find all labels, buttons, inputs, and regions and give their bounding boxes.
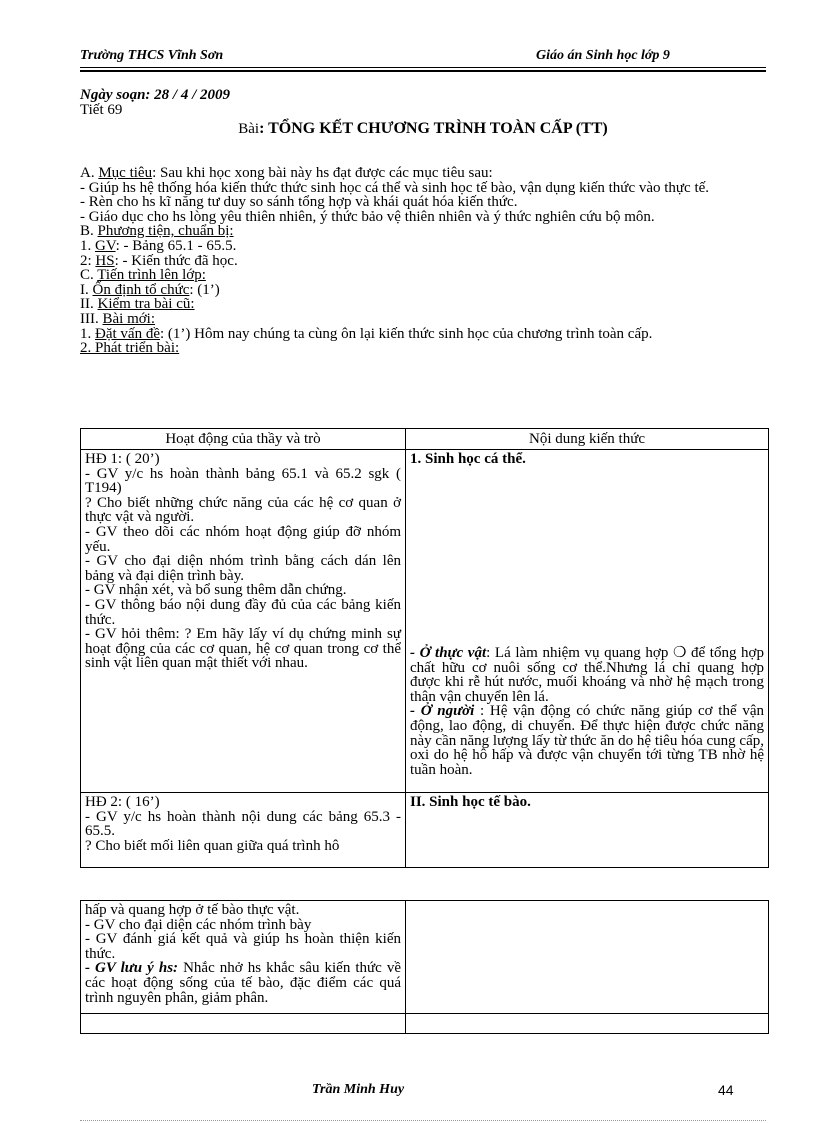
- activity-title: HĐ 2: ( 16’): [85, 794, 160, 810]
- lesson-title: [80, 120, 766, 138]
- section-a-heading: A. Mục tiêu: Sau khi học xong bài này hs đạt được các mục tiêu sau:: [80, 165, 493, 181]
- title-prefix: Bài: [238, 121, 260, 137]
- table-row: [81, 450, 769, 793]
- step-development: 2. Phát triển bài:: [80, 340, 180, 357]
- activity-line: hấp và quang hợp ở tế bào thực vật.: [85, 902, 300, 918]
- objective-item: - Rèn cho hs kĩ năng tư duy so sánh tổng hợp và khái quát hóa kiến thức.: [80, 194, 518, 211]
- student-prep: 2: HS: - Kiến thức đã học.: [80, 252, 238, 269]
- school-name: Trường THCS Vĩnh Sơn: [80, 48, 224, 63]
- activity-line: - GV nhận xét, và bổ sung thêm dẫn chứng.: [85, 582, 347, 599]
- content-cell-1: [406, 450, 769, 793]
- header-divider: [80, 67, 766, 68]
- activity-line: - GV y/c hs hoàn thành bảng 65.1 và 65.2 sgk ( T194): [85, 465, 401, 497]
- activity-line: - GV cho đại diện các nhóm trình bày: [85, 916, 312, 933]
- step-organize: I. Ổn định tổ chức: (1’): [80, 281, 220, 298]
- activity-line: - GV đánh giá kết quả và giúp hs hoàn thiện kiến thức.: [85, 931, 401, 962]
- teacher-prep: 1. GV: - Bảng 65.1 - 65.5.: [80, 237, 237, 254]
- col-header-content: Nội dung kiến thức: [406, 429, 769, 450]
- activity-line: - GV hỏi thêm: ? Em hãy lấy ví dụ chứng minh sự hoạt động của các cơ quan, hệ cơ quan trong cơ thể sinh vật liên quan mật thiết với nhau.: [85, 626, 401, 672]
- content-title: 1. Sinh học cá thể.: [410, 451, 526, 467]
- activity-cell-2: [81, 793, 406, 868]
- step-introduction: 1. Đặt vấn đề: (1’) Hôm nay chúng ta cùng ôn lại kiến thức sinh học của chương trình toàn cấp.: [80, 325, 653, 342]
- section-b-heading: B. Phương tiện, chuẩn bị:: [80, 223, 234, 240]
- content-body: [410, 646, 764, 777]
- objective-item: - Giáo dục cho hs lòng yêu thiên nhiên, ý thức bảo vệ thiên nhiên và ý thức nghiên cứu bộ môn.: [80, 208, 655, 225]
- subject-title: Giáo án Sinh học lớp 9: [536, 48, 670, 63]
- period-line: Tiết 69: [80, 102, 123, 118]
- activity-line: - GV cho đại diện nhóm trình bằng cách dán lên bảng và đại diện trình bày.: [85, 553, 401, 584]
- col-header-activities: Hoạt động của thầy và trò: [81, 429, 406, 450]
- table-row: [81, 793, 769, 868]
- activity-cell-1: [81, 450, 406, 793]
- activity-title: HĐ 1: ( 20’): [85, 451, 160, 467]
- step-review: II. Kiểm tra bài cũ:: [80, 296, 195, 313]
- activity-line: - GV theo dõi các nhóm hoạt động giúp đỡ nhóm yếu.: [85, 523, 401, 555]
- table-bottom-rule: [80, 1013, 768, 1014]
- title-text: : TỔNG KẾT CHƯƠNG TRÌNH TOÀN CẤP (TT): [259, 120, 608, 137]
- footer-divider: [80, 1120, 766, 1121]
- table-header-row: [81, 429, 769, 450]
- activity-line: - GV thông báo nội dung đầy đủ của các bảng kiến thức.: [85, 596, 401, 628]
- date-line: Ngày soạn: 28 / 4 / 2009: [80, 87, 230, 103]
- activity-line: - GV y/c hs hoàn thành nội dung các bảng 65.3 - 65.5.: [85, 808, 401, 840]
- plant-paragraph: - Ở thực vật: Lá làm nhiệm vụ quang hợp ❍ để tổng hợp chất hữu cơ nuôi sống cơ thể.Nhưng lá chỉ quang hợp được khi rễ hút nước, muối khoáng và nhờ hệ mạch trong thân vận chuyển lên lá.: [410, 645, 764, 705]
- header-divider-thick: [80, 70, 766, 72]
- teacher-note: - GV lưu ý hs: Nhắc nhở hs khắc sâu kiến thức về các hoạt động sống của tế bào, đặc điểm các quá trình nguyên phân, giảm phân.: [85, 960, 402, 1006]
- content-title: II. Sinh học tế bào.: [410, 794, 531, 810]
- activity-line: ? Cho biết mối liên quan giữa quá trình hô: [85, 837, 340, 854]
- step-new-lesson: III. Bài mới:: [80, 310, 156, 327]
- lesson-body: [80, 166, 766, 356]
- author-name: Trần Minh Huy: [312, 1082, 405, 1097]
- activity-table: [80, 428, 769, 868]
- objective-item: - Giúp hs hệ thống hóa kiến thức thức sinh học cá thể và sinh học tế bào, vận dụng kiến thức vào thực tế.: [80, 179, 710, 196]
- activity-line: ? Cho biết những chức năng của các hệ cơ quan ở thực vật và người.: [85, 494, 401, 526]
- human-paragraph: - Ở người : Hệ vận động có chức năng giúp cơ thể vận động, lao động, di chuyển. Để thực hiện được chức năng này cần năng lượng lấy từ thức ăn do hệ tiêu hóa cung cấp, oxi do hệ hô hấp và được vận chuyển tới từng TB nhờ hệ tuần hoàn.: [410, 703, 764, 778]
- page-number: 44: [718, 1082, 734, 1098]
- content-cell-2: [406, 793, 769, 868]
- section-c-heading: C. Tiến trình lên lớp:: [80, 267, 206, 284]
